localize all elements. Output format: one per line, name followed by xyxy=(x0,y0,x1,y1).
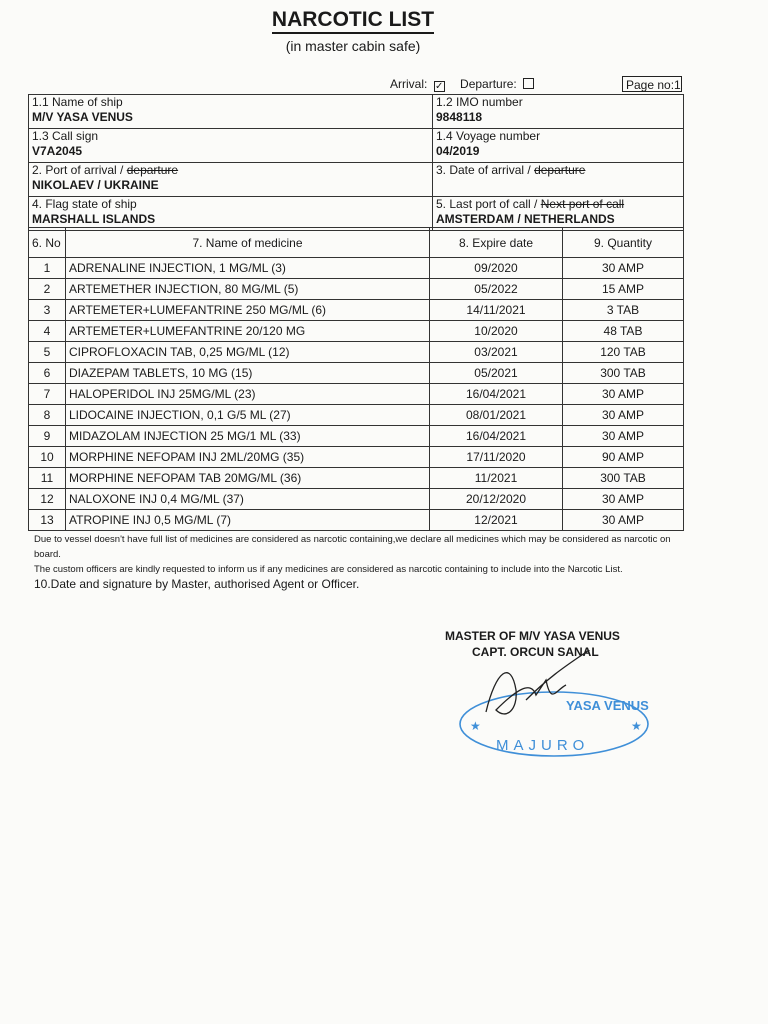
row-quantity: 30 AMP xyxy=(563,426,684,447)
row-no: 10 xyxy=(29,447,66,468)
table-row xyxy=(29,447,684,468)
table-row xyxy=(29,384,684,405)
flag-value: MARSHALL ISLANDS xyxy=(32,212,156,226)
row-quantity: 90 AMP xyxy=(563,447,684,468)
departure-checkbox[interactable] xyxy=(523,78,534,89)
table-row xyxy=(29,405,684,426)
row-no: 6 xyxy=(29,363,66,384)
ship-stamp xyxy=(456,650,656,760)
call-sign-cell xyxy=(29,129,433,163)
row-name: CIPROFLOXACIN TAB, 0,25 MG/ML (12) xyxy=(66,342,430,363)
medicine-table xyxy=(28,227,684,531)
row-no: 13 xyxy=(29,510,66,531)
row-name: NALOXONE INJ 0,4 MG/ML (37) xyxy=(66,489,430,510)
row-name: HALOPERIDOL INJ 25MG/ML (23) xyxy=(66,384,430,405)
port-label: 2. Port of arrival / xyxy=(32,163,124,177)
ship-name-value: M/V YASA VENUS xyxy=(32,110,133,124)
document-title: NARCOTIC LIST xyxy=(0,8,706,32)
row-expire: 08/01/2021 xyxy=(430,405,563,426)
last-port-cell xyxy=(433,197,684,231)
star-icon: ★ xyxy=(631,719,642,733)
row-name: ARTEMETER+LUMEFANTRINE 250 MG/ML (6) xyxy=(66,300,430,321)
row-no: 7 xyxy=(29,384,66,405)
ship-info-table xyxy=(28,94,684,231)
star-icon: ★ xyxy=(470,719,481,733)
arrival-checkbox[interactable]: ✓ xyxy=(434,81,444,92)
row-quantity: 48 TAB xyxy=(563,321,684,342)
row-quantity: 15 AMP xyxy=(563,279,684,300)
row-expire: 16/04/2021 xyxy=(430,384,563,405)
row-expire: 05/2022 xyxy=(430,279,563,300)
row-no: 3 xyxy=(29,300,66,321)
row-expire: 03/2021 xyxy=(430,342,563,363)
voyage-value: 04/2019 xyxy=(436,144,480,158)
row-name: MORPHINE NEFOPAM INJ 2ML/20MG (35) xyxy=(66,447,430,468)
row-no: 8 xyxy=(29,405,66,426)
note-line-3: 10.Date and signature by Master, authorised Agent or Officer. xyxy=(34,577,360,591)
voyage-label: 1.4 Voyage number xyxy=(436,129,541,143)
row-no: 2 xyxy=(29,279,66,300)
notes-section xyxy=(34,532,694,592)
header-quantity: 9. Quantity xyxy=(563,228,684,258)
arrival-departure-line xyxy=(390,77,534,92)
row-expire: 05/2021 xyxy=(430,363,563,384)
row-expire: 12/2021 xyxy=(430,510,563,531)
table-row xyxy=(29,468,684,489)
date-label-struck: departure xyxy=(534,163,586,177)
row-quantity: 300 TAB xyxy=(563,468,684,489)
row-quantity: 3 TAB xyxy=(563,300,684,321)
table-row xyxy=(29,510,684,531)
note-line-1: Due to vessel doesn't have full list of medicines are considered as narcotic containing,we declare all medicines which may be considered as narcotic on board. xyxy=(34,534,671,560)
row-expire: 14/11/2021 xyxy=(430,300,563,321)
row-quantity: 30 AMP xyxy=(563,510,684,531)
stamp-bottom-text: MAJURO xyxy=(496,737,590,754)
row-name: MORPHINE NEFOPAM TAB 20MG/ML (36) xyxy=(66,468,430,489)
row-name: ARTEMETER+LUMEFANTRINE 20/120 MG xyxy=(66,321,430,342)
last-port-label-struck: Next port of call xyxy=(540,197,625,211)
row-name: MIDAZOLAM INJECTION 25 MG/1 ML (33) xyxy=(66,426,430,447)
row-expire: 10/2020 xyxy=(430,321,563,342)
call-sign-value: V7A2045 xyxy=(32,144,83,158)
arrival-label: Arrival: xyxy=(390,77,428,91)
ship-name-label: 1.1 Name of ship xyxy=(32,95,123,109)
header-no: 6. No xyxy=(29,228,66,258)
row-quantity: 30 AMP xyxy=(563,258,684,279)
row-expire: 09/2020 xyxy=(430,258,563,279)
table-row xyxy=(29,426,684,447)
row-quantity: 300 TAB xyxy=(563,363,684,384)
document-subtitle: (in master cabin safe) xyxy=(285,38,421,54)
port-cell xyxy=(29,163,433,197)
imo-value: 9848118 xyxy=(436,110,483,124)
header-expire: 8. Expire date xyxy=(430,228,563,258)
row-quantity: 30 AMP xyxy=(563,384,684,405)
imo-cell xyxy=(433,95,684,129)
table-row xyxy=(29,279,684,300)
row-expire: 11/2021 xyxy=(430,468,563,489)
date-label: 3. Date of arrival / xyxy=(436,163,531,177)
row-no: 4 xyxy=(29,321,66,342)
row-name: DIAZEPAM TABLETS, 10 MG (15) xyxy=(66,363,430,384)
row-name: ATROPINE INJ 0,5 MG/ML (7) xyxy=(66,510,430,531)
imo-label: 1.2 IMO number xyxy=(436,95,523,109)
row-no: 9 xyxy=(29,426,66,447)
table-row xyxy=(29,342,684,363)
medicine-table-header xyxy=(29,228,684,258)
row-no: 12 xyxy=(29,489,66,510)
last-port-value: AMSTERDAM / NETHERLANDS xyxy=(436,212,615,226)
captain-name: CAPT. ORCUN SANAL xyxy=(472,645,599,659)
row-name: ADRENALINE INJECTION, 1 MG/ML (3) xyxy=(66,258,430,279)
table-row xyxy=(29,363,684,384)
stamp-top-text: YASA VENUS xyxy=(566,698,649,713)
last-port-label: 5. Last port of call / xyxy=(436,197,538,211)
table-row xyxy=(29,300,684,321)
page-number-box: Page no:1 xyxy=(622,76,682,92)
port-value: NIKOLAEV / UKRAINE xyxy=(32,178,159,192)
row-no: 11 xyxy=(29,468,66,489)
row-expire: 17/11/2020 xyxy=(430,447,563,468)
port-label-struck: departure xyxy=(126,163,179,177)
master-title: MASTER OF M/V YASA VENUS xyxy=(445,629,620,643)
table-row xyxy=(29,489,684,510)
row-quantity: 30 AMP xyxy=(563,405,684,426)
call-sign-label: 1.3 Call sign xyxy=(32,129,99,143)
flag-label: 4. Flag state of ship xyxy=(32,197,137,211)
voyage-cell xyxy=(433,129,684,163)
note-line-2: The custom officers are kindly requested to inform us if any medicines are considered as narcotic containing to include into the Narcotic List. xyxy=(34,564,623,575)
row-name: LIDOCAINE INJECTION, 0,1 G/5 ML (27) xyxy=(66,405,430,426)
ship-name-cell xyxy=(29,95,433,129)
departure-label: Departure: xyxy=(460,77,517,91)
table-row xyxy=(29,258,684,279)
row-no: 1 xyxy=(29,258,66,279)
table-row xyxy=(29,321,684,342)
row-expire: 16/04/2021 xyxy=(430,426,563,447)
row-name: ARTEMETHER INJECTION, 80 MG/ML (5) xyxy=(66,279,430,300)
date-cell xyxy=(433,163,684,197)
flag-cell xyxy=(29,197,433,231)
row-no: 5 xyxy=(29,342,66,363)
header-name: 7. Name of medicine xyxy=(66,228,430,258)
row-expire: 20/12/2020 xyxy=(430,489,563,510)
row-quantity: 120 TAB xyxy=(563,342,684,363)
row-quantity: 30 AMP xyxy=(563,489,684,510)
